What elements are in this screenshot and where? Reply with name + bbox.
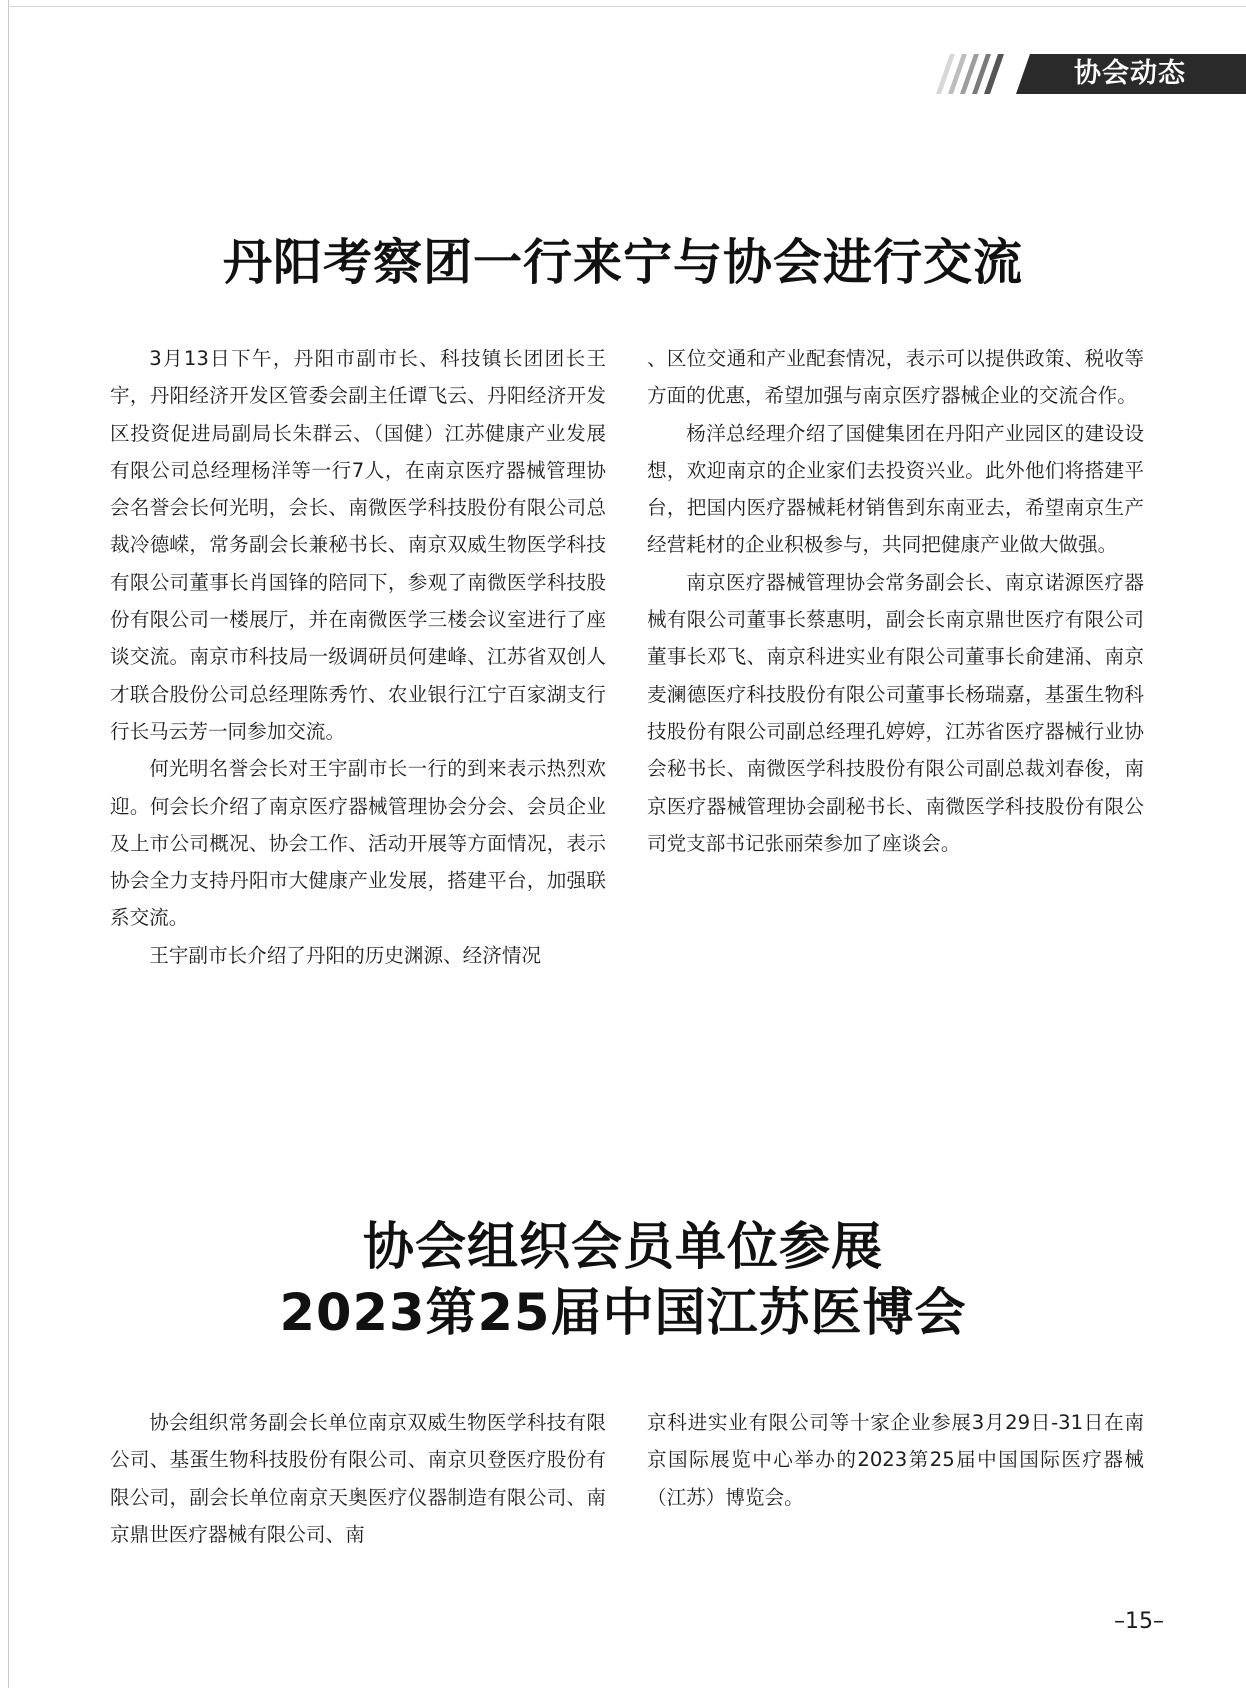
article2-title-line2: 2023第25届中国江苏医博会 <box>279 1284 967 1343</box>
article1-left-column <box>110 340 606 974</box>
paragraph: 王宇副市长介绍了丹阳的历史渊源、经济情况 <box>149 943 542 967</box>
section-tag <box>930 54 1246 94</box>
paragraph-continued: 京科进实业有限公司等十家企业参展3月29日-31日在南京国际展览中心举办的2023第25届中国国际医疗器械（江苏）博览会。 <box>647 1411 1144 1509</box>
decorative-stripes-icon <box>930 54 1010 94</box>
page-number: –15– <box>1114 1609 1164 1634</box>
article2-right-column <box>647 1404 1144 1516</box>
page-top-rule <box>8 6 1246 7</box>
section-label: 协会动态 <box>1074 58 1186 89</box>
paragraph: 南京医疗器械管理协会常务副会长、南京诺源医疗器械有限公司董事长蔡惠明，副会长南京鼎世医疗有限公司董事长邓飞、南京科进实业有限公司董事长俞建涌、南京麦澜德医疗科技股份有限公司董事长杨瑞嘉，基蛋生物科技股份有限公司副总经理孔婷婷，江苏省医疗器械行业协会秘书长、南微医学科技股份有限公司副总裁刘春俊，南京医疗器械管理协会副秘书长、南微医学科技股份有限公司党支部书记张丽荣参加了座谈会。 <box>647 570 1144 855</box>
article2-left-column <box>110 1404 606 1553</box>
paragraph: 协会组织常务副会长单位南京双威生物医学科技有限公司、基蛋生物科技股份有限公司、南京贝登医疗股份有限公司，副会长单位南京天奥医疗仪器制造有限公司、南京鼎世医疗器械有限公司、南 <box>110 1411 606 1546</box>
article-title: 丹阳考察团一行来宁与协会进行交流 <box>222 234 1023 291</box>
paragraph-continued: 、区位交通和产业配套情况，表示可以提供政策、税收等方面的优惠，希望加强与南京医疗器械企业的交流合作。 <box>647 347 1144 408</box>
paragraph: 何光明名誉会长对王宇副市长一行的到来表示热烈欢迎。何会长介绍了南京医疗器械管理协会分会、会员企业及上市公司概况、协会工作、活动开展等方面情况，表示协会全力支持丹阳市大健康产业发展，搭建平台，加强联系交流。 <box>110 757 606 930</box>
article2-title-line1: 协会组织会员单位参展 <box>362 1218 883 1277</box>
paragraph: 3月13日下午，丹阳市副市长、科技镇长团团长王宇，丹阳经济开发区管委会副主任谭飞云、丹阳经济开发区投资促进局副局长朱群云、（国健）江苏健康产业发展有限公司总经理杨洋等一行7人，在南京医疗器械管理协会名誉会长何光明，会长、南微医学科技股份有限公司总裁冷德嵘，常务副会长兼秘书长、南京双威生物医学科技有限公司董事长肖国锋的陪同下，参观了南微医学科技股份有限公司一楼展厅，并在南微医学三楼会议室进行了座谈交流。南京市科技局一级调研员何建峰、江苏省双创人才联合股份公司总经理陈秀竹、农业银行江宁百家湖支行行长马云芳一同参加交流。 <box>110 347 606 743</box>
article1-right-column <box>647 340 1144 862</box>
paragraph: 杨洋总经理介绍了国健集团在丹阳产业园区的建设设想，欢迎南京的企业家们去投资兴业。此外他们将搭建平台，把国内医疗器械耗材销售到东南亚去，希望南京生产经营耗材的企业积极参与，共同把健康产业做大做强。 <box>647 421 1144 557</box>
